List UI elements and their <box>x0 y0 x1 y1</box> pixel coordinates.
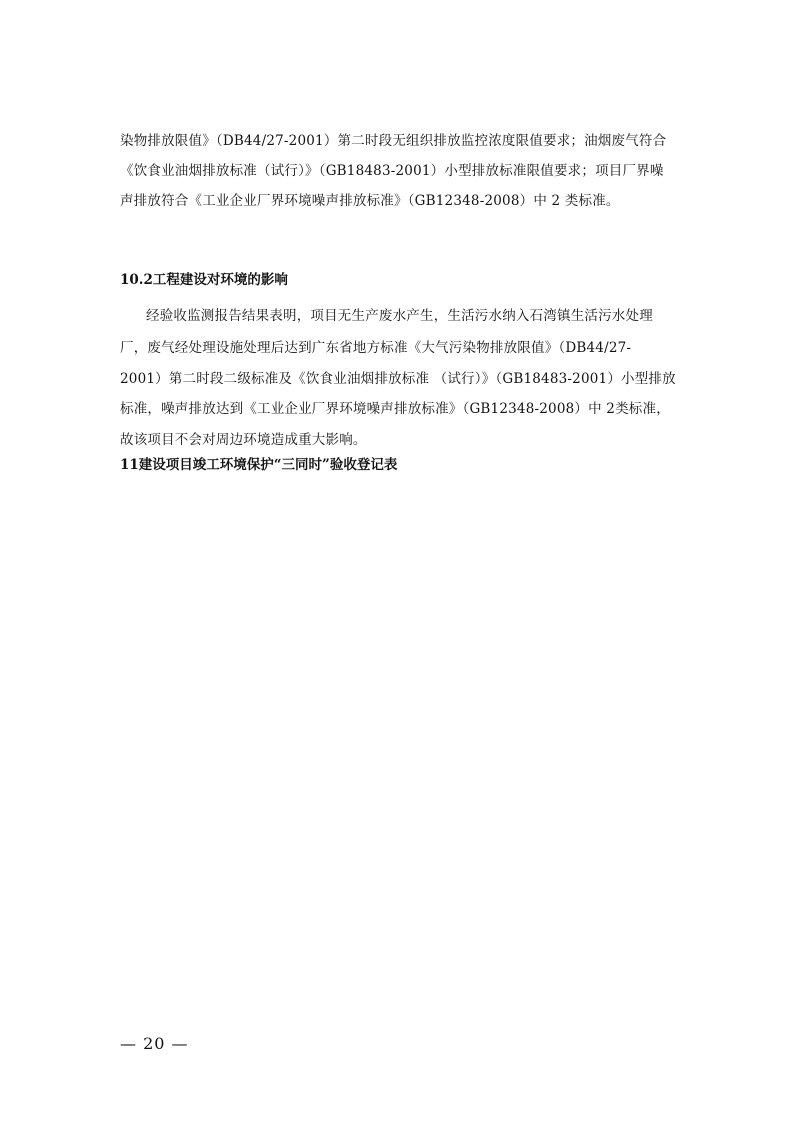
body-text-line: 《饮食业油烟排放标准（试行）》（GB18483-2001）小型排放标准限值要求；项目厂界噪 <box>120 163 664 179</box>
body-text-line: 2001）第二时段二级标准及《饮食业油烟排放标准 （试行）》（GB18483-2001）小型排放 <box>120 371 676 387</box>
section-heading-11: 11建设项目竣工环境保护“三同时”验收登记表 <box>120 457 398 473</box>
page-number: — 20 — <box>120 1034 189 1053</box>
body-text-line: 染物排放限值》（DB44/27-2001）第二时段无组织排放监控浓度限值要求；油烟废气符合 <box>120 133 667 149</box>
body-text-line: 标准，噪声排放达到《工业企业厂界环境噪声排放标准》（GB12348-2008）中 2类标准， <box>120 401 670 417</box>
body-text-line: 经验收监测报告结果表明，项目无生产废水产生，生活污水纳入石湾镇生活污水处理 <box>146 308 653 324</box>
body-text-line: 厂，废气经处理设施处理后达到广东省地方标准《大气污染物排放限值》（DB44/27- <box>120 340 632 356</box>
body-text-line: 声排放符合《工业企业厂界环境噪声排放标准》（GB12348-2008）中 2 类标准。 <box>120 193 620 209</box>
section-heading-10-2: 10.2工程建设对环境的影响 <box>120 272 288 288</box>
body-text-line: 故该项目不会对周边环境造成重大影响。 <box>120 432 367 448</box>
